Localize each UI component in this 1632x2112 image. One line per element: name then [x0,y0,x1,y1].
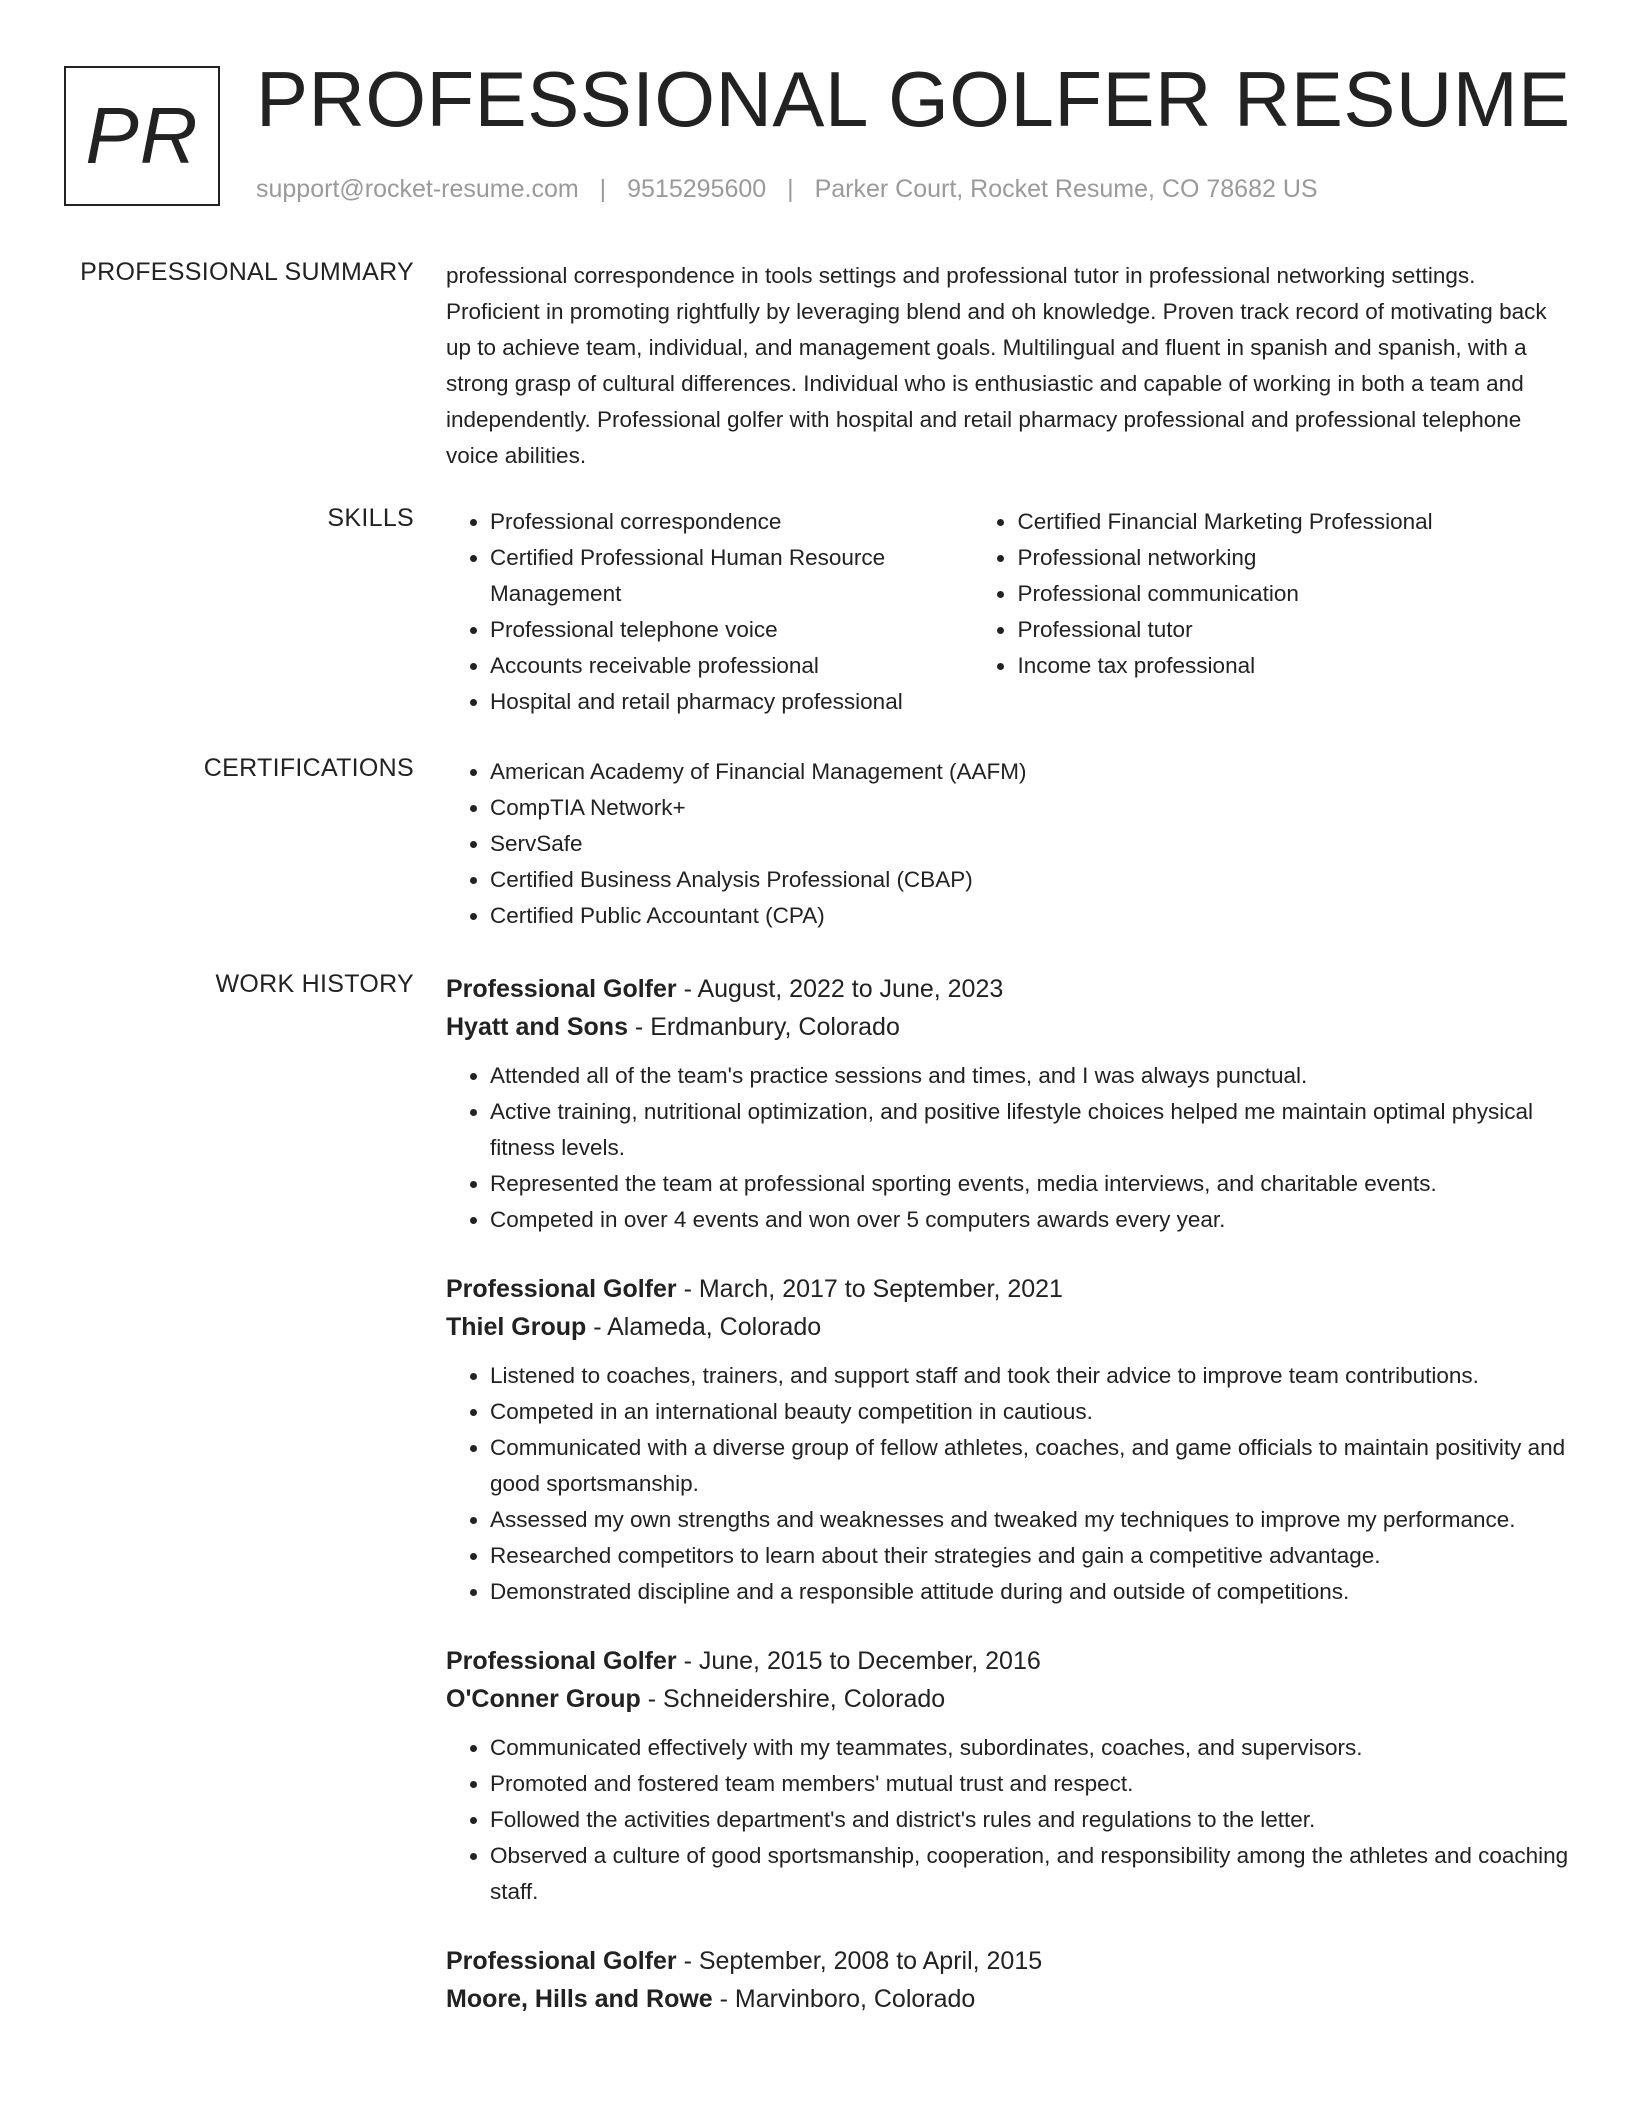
skills-heading: SKILLS [327,504,414,532]
job-company: Thiel Group [446,1313,587,1341]
job-duty-item: • Observed a culture of good sportsmanship, cooperation, and responsibility among the athletes and coaching staff. [490,1838,1570,1910]
job-duty-item: • Active training, nutritional optimization, and positive lifestyle choices helped me maintain optimal physical fitness levels. [490,1094,1570,1166]
contact-email[interactable]: support@rocket-resume.com [256,175,579,203]
job-title: Professional Golfer [446,1275,677,1303]
job-dates: - March, 2017 to September, 2021 [676,1275,1063,1303]
skill-item: • Professional correspondence [490,504,973,540]
job-duty-item: • Represented the team at professional sporting events, media interviews, and charitable events. [490,1166,1570,1202]
skill-item: • Professional telephone voice [490,612,973,648]
skill-item: • Accounts receivable professional [490,648,973,684]
job-title: Professional Golfer [446,975,677,1003]
contact-address: Parker Court, Rocket Resume, CO 78682 US [814,175,1318,203]
skills-column-2 [973,504,1570,720]
job-duties-list [446,1358,1570,1610]
job-company-line [446,1680,1570,1718]
job-company: Moore, Hills and Rowe [446,1985,713,2013]
contact-phone[interactable]: 9515295600 [627,175,767,203]
job-duties-list [446,1058,1570,1238]
job-dates: - August, 2022 to June, 2023 [676,975,1004,1003]
job-company-line [446,1980,1570,2018]
skill-item: • Professional communication [1017,576,1570,612]
job-entry [446,1270,1570,1610]
job-location: - Schneidershire, Colorado [640,1685,946,1713]
skill-item: • Certified Financial Marketing Professional [1017,504,1570,540]
certifications-heading: CERTIFICATIONS [203,754,414,782]
job-duty-item: • Demonstrated discipline and a responsible attitude during and outside of competitions. [490,1574,1570,1610]
skills-column-1 [446,504,973,720]
skill-item: • Professional tutor [1017,612,1570,648]
resume-title: PROFESSIONAL GOLFER RESUME [256,55,1571,143]
skills-grid [446,504,1570,720]
job-entry [446,1642,1570,1910]
job-location: - Erdmanbury, Colorado [627,1013,900,1041]
certification-item: • American Academy of Financial Management (AAFM) [490,754,1570,790]
job-duty-item: • Promoted and fostered team members' mutual trust and respect. [490,1766,1570,1802]
certification-item: • Certified Public Accountant (CPA) [490,898,1570,934]
job-title: Professional Golfer [446,1647,677,1675]
contact-separator: | [787,175,794,203]
job-duty-item: • Attended all of the team's practice sessions and times, and I was always punctual. [490,1058,1570,1094]
certification-item: • CompTIA Network+ [490,790,1570,826]
job-company: O'Conner Group [446,1685,641,1713]
monogram-badge: PR [64,66,220,206]
skill-item: • Certified Professional Human Resource Management [490,540,973,612]
skill-item: • Income tax professional [1017,648,1570,684]
work-history-heading: WORK HISTORY [215,970,414,998]
job-duty-item: • Followed the activities department's and district's rules and regulations to the letter. [490,1802,1570,1838]
certification-item: • Certified Business Analysis Professional (CBAP) [490,862,1570,898]
job-entry [446,970,1570,1238]
contact-separator: | [599,175,607,203]
summary-text: professional correspondence in tools settings and professional tutor in professional networking settings. Proficient in promoting rightfully by leveraging blend and oh knowledge. Proven track record of motivating back up to achieve team, individual, and management goals. Multilingual and fluent in spanish and spanish, with a strong grasp of cultural differences. Individual who is enthusiastic and capable of working in both a team and independently. Professional golfer with hospital and retail pharmacy professional and professional telephone voice abilities. [446,263,1547,468]
work-history-list [446,970,1570,2050]
job-dates: - June, 2015 to December, 2016 [676,1647,1041,1675]
skill-item: • Professional networking [1017,540,1570,576]
job-duty-item: • Listened to coaches, trainers, and support staff and took their advice to improve team contributions. [490,1358,1570,1394]
job-duties-list [446,1730,1570,1910]
certifications-list [446,754,1570,934]
job-title: Professional Golfer [446,1947,677,1975]
job-company-line [446,1008,1570,1046]
job-company: Hyatt and Sons [446,1013,628,1041]
job-title-line [446,1642,1570,1680]
job-location: - Alameda, Colorado [586,1313,822,1341]
job-duty-item: • Assessed my own strengths and weaknesses and tweaked my techniques to improve my performance. [490,1502,1570,1538]
job-title-line [446,1270,1570,1308]
job-duty-item: • Competed in an international beauty competition in cautious. [490,1394,1570,1430]
job-company-line [446,1308,1570,1346]
summary-heading: PROFESSIONAL SUMMARY [80,258,414,286]
job-title-line [446,970,1570,1008]
contact-line [256,175,1318,204]
certification-item: • ServSafe [490,826,1570,862]
job-duty-item: • Researched competitors to learn about their strategies and gain a competitive advantage. [490,1538,1570,1574]
skill-item: • Hospital and retail pharmacy professional [490,684,973,720]
job-location: - Marvinboro, Colorado [712,1985,976,2013]
job-entry [446,1942,1570,2018]
job-duty-item: • Communicated effectively with my teammates, subordinates, coaches, and supervisors. [490,1730,1570,1766]
job-duty-item: • Communicated with a diverse group of fellow athletes, coaches, and game officials to maintain positivity and good sportsmanship. [490,1430,1570,1502]
job-title-line [446,1942,1570,1980]
job-duty-item: • Competed in over 4 events and won over 5 computers awards every year. [490,1202,1570,1238]
job-dates: - September, 2008 to April, 2015 [676,1947,1043,1975]
